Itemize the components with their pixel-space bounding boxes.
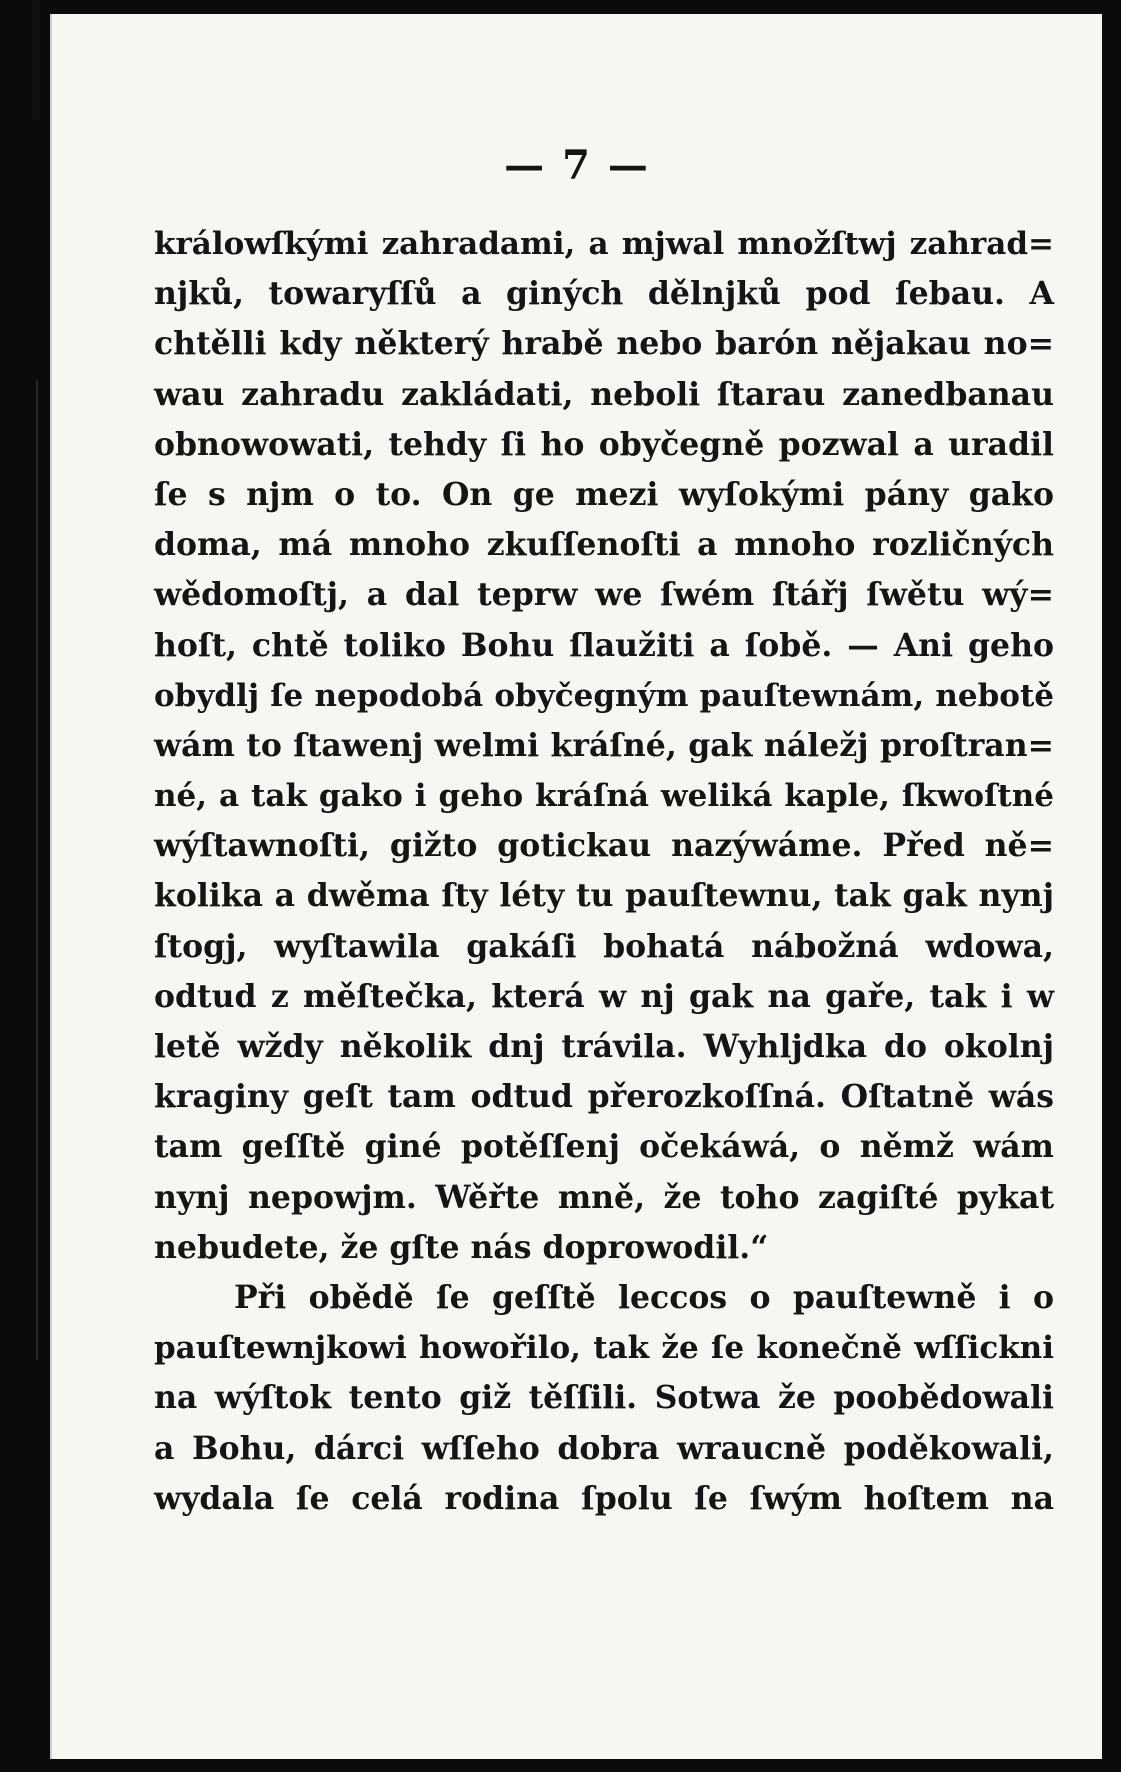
text-line: nynj nepowjm. Wěřte mně, že toho zagiſté pykat [154,1178,1054,1216]
text-line: králowſkými zahradami, a mjwal množſtwj zahrad= [154,226,1054,262]
text-line: hoſt, chtě toliko Bohu ſlaužiti a ſobě. — Ani geho [154,626,1054,664]
text-line: njků, towaryſſů a giných dělnjků pod ſebau. A [154,275,1054,313]
book-page [50,14,1102,1759]
text-line: na wýſtok tento giž těſſili. Sotwa že poobědowali [154,1379,1054,1417]
text-line: pauſtewnjkowi howořilo, tak že ſe konečně wſſickni [154,1330,1054,1367]
page-number: — 7 — [504,142,650,189]
text-line: né, a tak gako i geho kráſná weliká kaple, ſkwoſtné [154,778,1054,815]
text-line: wydala ſe celá rodina ſpolu ſe ſwým hoſtem na [154,1479,1054,1517]
text-line: wědomoſtj, a dal teprw we ſwém ſtářj ſwětu wý= [154,576,1054,614]
text-line: obnowowati, tehdy ſi ho obyčegně pozwal a uradil [154,425,1054,463]
text-line: wýſtawnoſti, gižto gotickau nazýwáme. Před ně= [154,827,1054,865]
text-line: kraginy geſt tam odtud přerozkoſſná. Oſtatně wás [154,1078,1054,1116]
text-line: chtělli kdy některý hrabě nebo barón nějakau no= [154,325,1054,363]
text-line: wám to ſtawenj welmi kráſné, gak náležj proſtran= [154,726,1054,764]
body-text [154,219,1054,1524]
page-edge-line [36,380,38,1360]
text-line: odtud z měſtečka, která w nj gak na gaře, tak i w [154,977,1054,1015]
text-line: letě wždy několik dnj trávila. Wyhljdka do okolnj [154,1028,1054,1065]
text-line: obydlj ſe nepodobá obyčegným pauſtewnám, nebotě [154,677,1054,714]
text-line: wau zahradu zakládati, neboli ſtarau zanedbanau [154,375,1054,413]
text-line: doma, má mnoho zkuſſenoſti a mnoho rozličných [154,526,1054,564]
text-line: a Bohu, dárci wſſeho dobra wraucně poděkowali, [154,1429,1054,1467]
text-line: nebudete, že gſte nás doprowodil.“ [154,1228,769,1266]
text-line: Při obědě ſe geſſtě leccos o pauſtewně i o [234,1278,1054,1316]
text-line: kolika a dwěma ſty léty tu pauſtewnu, tak gak nynj [154,877,1054,915]
text-line: ſe s njm o to. On ge mezi wyſokými pány gako [154,475,1054,513]
text-line: ſtogj, wyſtawila gakáſi bohatá nábožná wdowa, [154,927,1054,965]
binding-edge [32,0,40,120]
text-line: tam geſſtě giné potěſſenj očekáwá, o němž wám [154,1128,1054,1166]
